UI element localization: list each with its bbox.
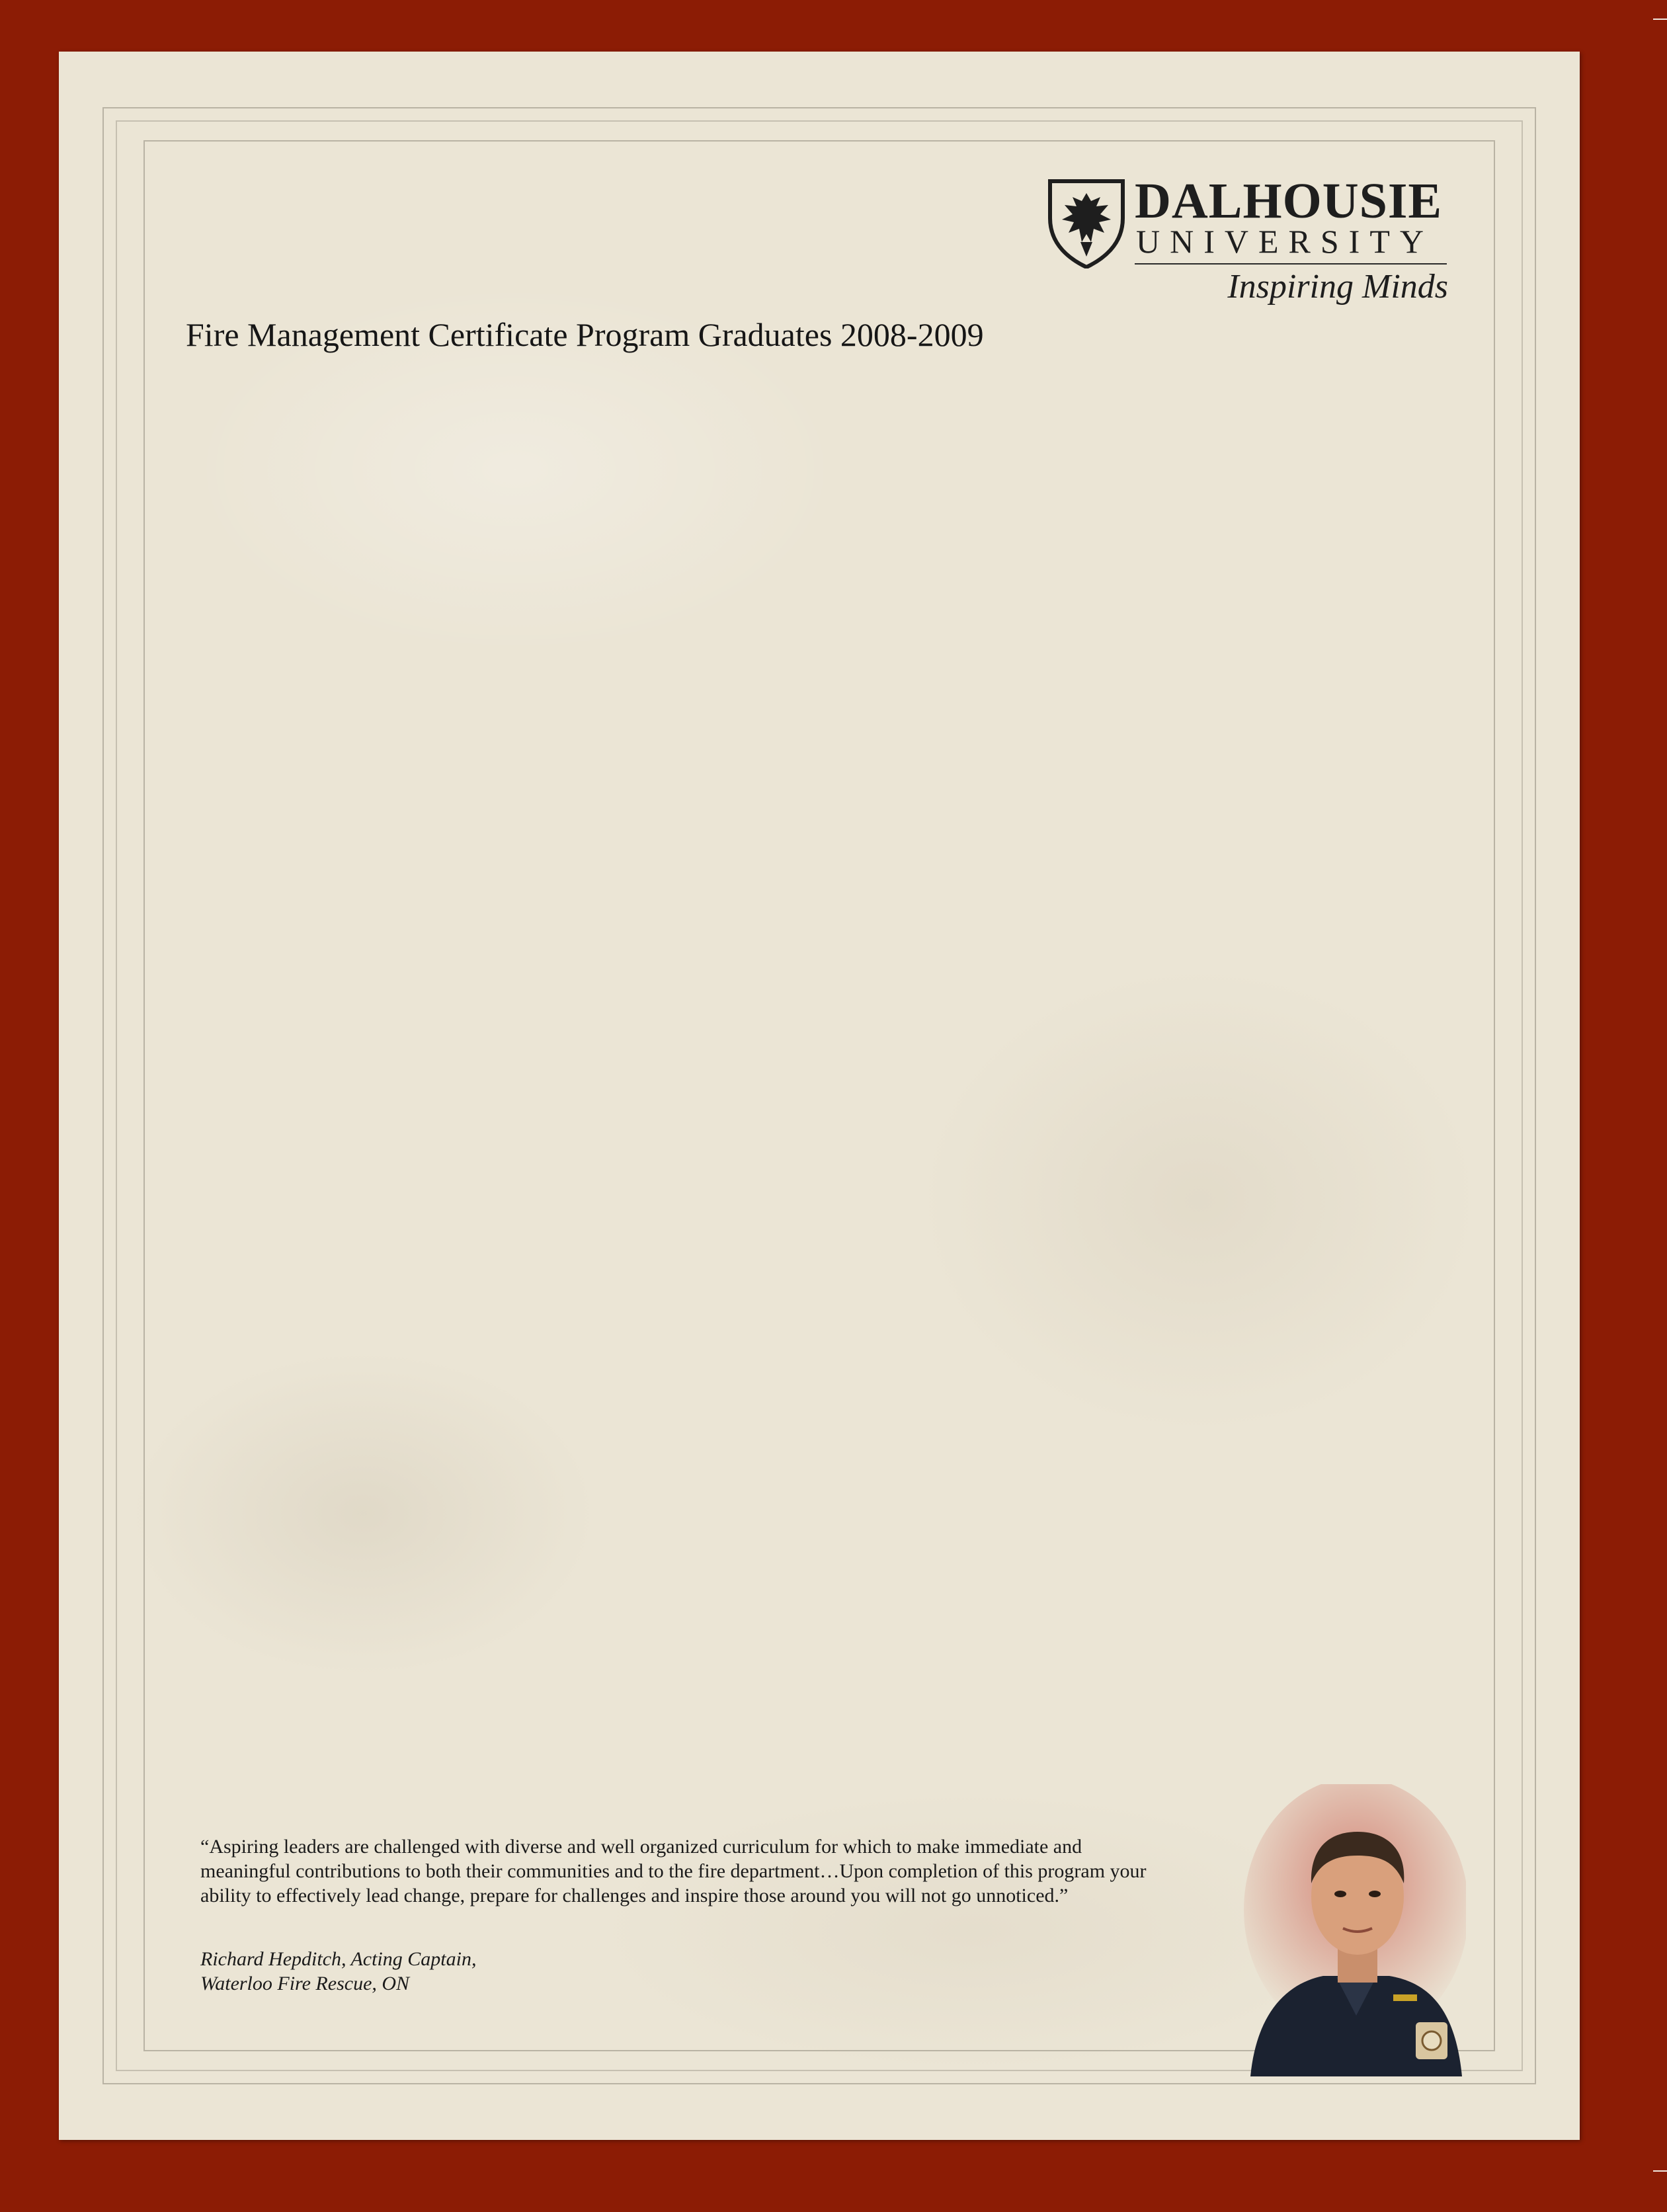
certificate-page bbox=[59, 52, 1580, 2140]
logo-name: DALHOUSIE bbox=[1135, 173, 1443, 229]
logo-tagline: Inspiring Minds bbox=[1227, 268, 1448, 306]
logo-divider bbox=[1135, 263, 1447, 265]
quote-line: ability to effectively lead change, prepare for challenges and inspire those around you will not go unnoticed.” bbox=[200, 1885, 1069, 1906]
dalhousie-logo bbox=[1047, 173, 1451, 364]
quote-attribution bbox=[200, 1947, 476, 1996]
testimonial-quote bbox=[200, 1834, 1324, 1908]
inner-frame bbox=[143, 140, 1495, 2051]
quote-line: “Aspiring leaders are challenged with diverse and well organized curriculum for which to make immediate and bbox=[200, 1836, 1082, 1858]
attribution-org: Waterloo Fire Rescue, ON bbox=[200, 1973, 410, 1994]
firefighter-portrait bbox=[1237, 1784, 1466, 2076]
crop-mark bbox=[1653, 2170, 1667, 2172]
crop-mark bbox=[1653, 19, 1667, 20]
logo-subname: UNIVERSITY bbox=[1136, 223, 1434, 260]
attribution-name: Richard Hepditch, Acting Captain, bbox=[200, 1948, 477, 1970]
page-title: Fire Management Certificate Program Graduates 2008-2009 bbox=[186, 316, 984, 353]
quote-line: meaningful contributions to both their communities and to the fire department…Upon completion of this program your bbox=[200, 1860, 1147, 1882]
crest-icon bbox=[1047, 179, 1125, 268]
